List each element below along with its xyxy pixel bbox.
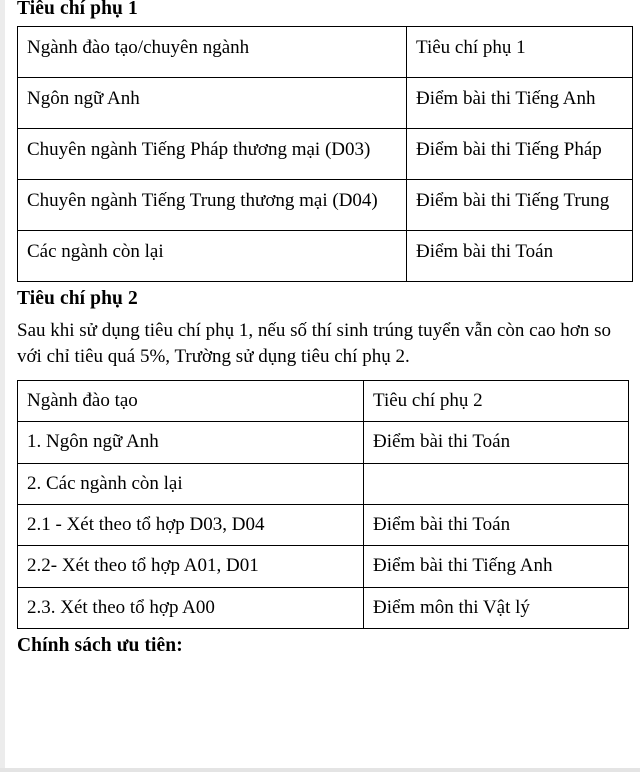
table-row <box>18 78 633 129</box>
criteria-1-table <box>17 26 633 282</box>
heading-priority-policy: Chính sách ưu tiên: <box>17 635 183 656</box>
heading-criteria-2: Tiêu chí phụ 2 <box>17 288 138 310</box>
table-row <box>18 129 633 180</box>
table-cell-criteria: Điểm bài thi Tiếng Anh <box>364 546 629 587</box>
table-row <box>18 422 629 463</box>
table-header-cell-major: Ngành đào tạo <box>18 381 364 422</box>
table-cell-criteria: Điểm bài thi Toán <box>364 505 629 546</box>
table-cell-criteria: Điểm bài thi Tiếng Anh <box>407 78 633 129</box>
table-cell-criteria: Điểm bài thi Tiếng Trung <box>407 180 633 231</box>
table-cell-major: 2.2- Xét theo tổ hợp A01, D01 <box>18 546 364 587</box>
table-cell-criteria: Điểm môn thi Vật lý <box>364 587 629 628</box>
table-cell-major: 2.1 - Xét theo tổ hợp D03, D04 <box>18 505 364 546</box>
table-cell-major: Chuyên ngành Tiếng Trung thương mại (D04) <box>18 180 407 231</box>
table-cell-major: 2.3. Xét theo tổ hợp A00 <box>18 587 364 628</box>
table-header-cell-criteria: Tiêu chí phụ 1 <box>407 27 633 78</box>
table-row <box>18 546 629 587</box>
table-cell-criteria-empty <box>364 463 629 504</box>
table-cell-major: Ngôn ngữ Anh <box>18 78 407 129</box>
bottom-gutter-strip <box>0 768 640 772</box>
table-cell-criteria: Điểm bài thi Toán <box>407 231 633 282</box>
table-cell-major: 2. Các ngành còn lại <box>18 463 364 504</box>
table-cell-major: 1. Ngôn ngữ Anh <box>18 422 364 463</box>
table-cell-criteria: Điểm bài thi Toán <box>364 422 629 463</box>
table-row <box>18 27 633 78</box>
table-cell-major: Chuyên ngành Tiếng Pháp thương mại (D03) <box>18 129 407 180</box>
table-row <box>18 463 629 504</box>
table-cell-criteria: Điểm bài thi Tiếng Pháp <box>407 129 633 180</box>
heading-criteria-1: Tiêu chí phụ 1 <box>17 0 138 19</box>
table-row <box>18 180 633 231</box>
table-row <box>18 381 629 422</box>
table-row <box>18 587 629 628</box>
criteria-2-table <box>17 380 629 629</box>
criteria-2-description: Sau khi sử dụng tiêu chí phụ 1, nếu số thí sinh trúng tuyển vẫn còn cao hơn so với chỉ tiêu quá 5%, Trường sử dụng tiêu chí phụ 2. <box>17 320 611 368</box>
table-cell-major: Các ngành còn lại <box>18 231 407 282</box>
table-header-cell-major: Ngành đào tạo/chuyên ngành <box>18 27 407 78</box>
table-row <box>18 505 629 546</box>
table-header-cell-criteria: Tiêu chí phụ 2 <box>364 381 629 422</box>
table-row <box>18 231 633 282</box>
